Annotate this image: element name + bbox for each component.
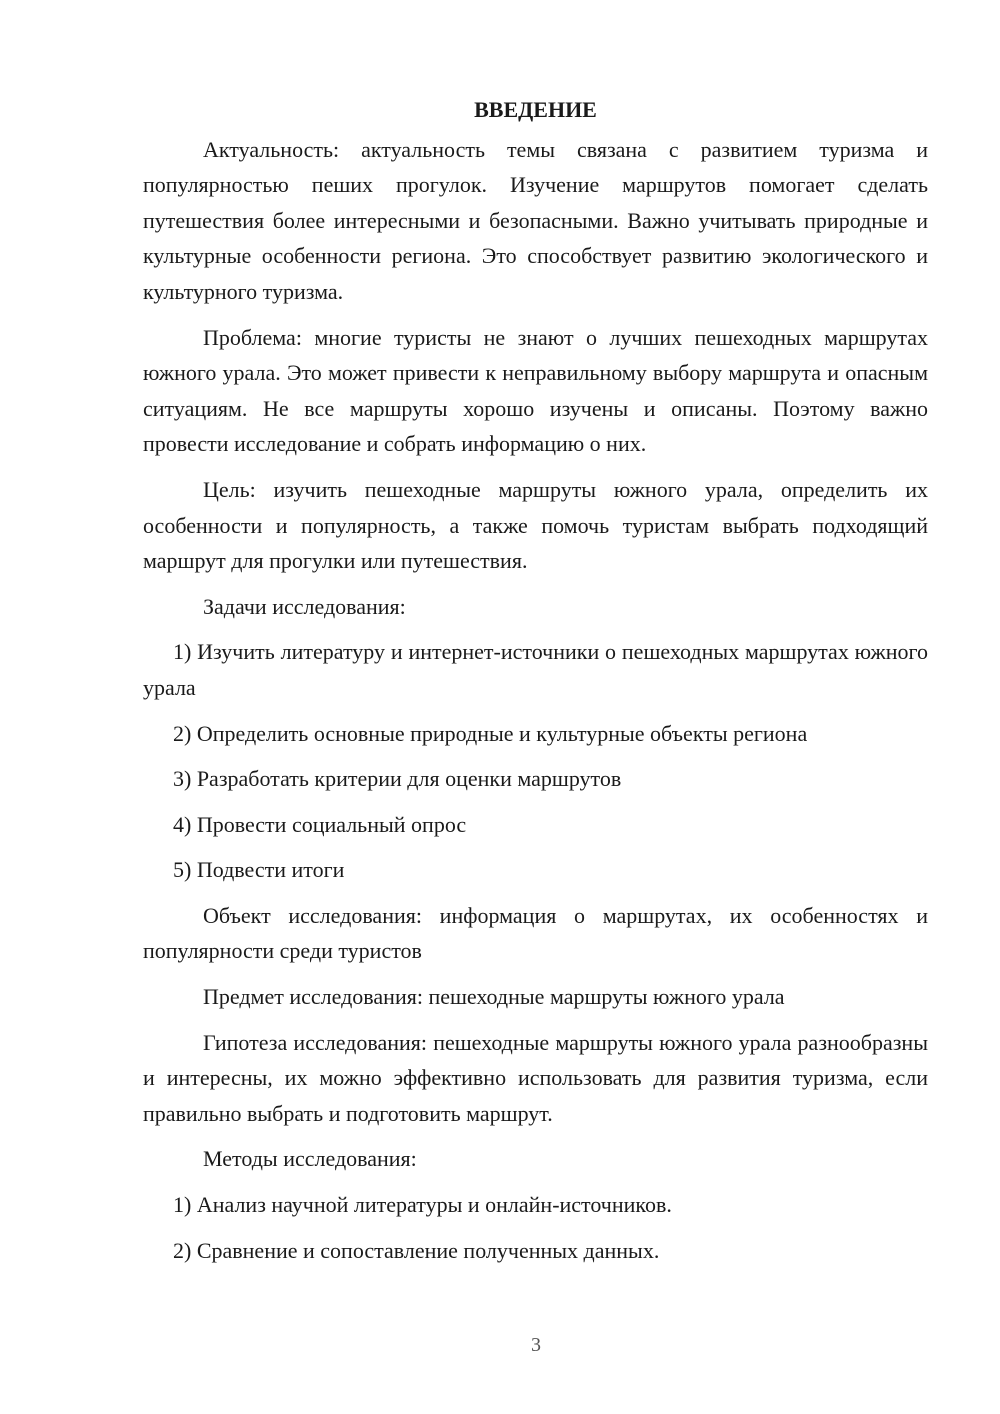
paragraph-actuality: Актуальность: актуальность темы связана с развитием туризма и популярностью пеших прогулок. Изучение маршрутов помогает сделать путешествия более интересными и безопасными. Важно учитывать природные и культурные особенности региона. Это способствует развитию экологического и культурного туризма. (143, 136, 928, 304)
methods-heading: Методы исследования: (203, 1146, 417, 1172)
document-page (143, 92, 928, 1278)
task-item: 5) Подвести итоги (173, 857, 345, 883)
paragraph-problem: Проблема: многие туристы не знают о лучших пешеходных маршрутах южного урала. Это может привести к неправильному выбору маршрута и опасным ситуациям. Не все маршруты хорошо изучены и описаны. Поэтому важно провести исследование и собрать информацию о них. (143, 324, 928, 457)
tasks-heading: Задачи исследования: (203, 593, 406, 619)
task-item: 4) Провести социальный опрос (173, 811, 467, 837)
paragraph-hypothesis: Гипотеза исследования: пешеходные маршруты южного урала разнообразны и интересны, их можно эффективно использовать для развития туризма, если правильно выбрать и подготовить маршрут. (143, 1029, 928, 1126)
paragraph-object: Объект исследования: информация о маршрутах, их особенностях и популярности среди туристов (143, 902, 928, 964)
paragraph-goal: Цель: изучить пешеходные маршруты южного урала, определить их особенности и популярность, а также помочь туристам выбрать подходящий маршрут для прогулки или путешествия. (143, 476, 928, 574)
method-item: 2) Сравнение и сопоставление полученных данных. (173, 1237, 660, 1263)
method-item: 1) Анализ научной литературы и онлайн-источников. (173, 1192, 672, 1218)
paragraph-subject: Предмет исследования: пешеходные маршруты южного урала (203, 984, 785, 1010)
task-item: 3) Разработать критерии для оценки маршрутов (173, 766, 622, 792)
task-item: 2) Определить основные природные и культурные объекты региона (173, 720, 808, 746)
task-item: 1) Изучить литературу и интернет-источники о пешеходных маршрутах южного урала (143, 639, 928, 700)
page-number: 3 (531, 1334, 541, 1356)
section-title: ВВЕДЕНИЕ (474, 97, 597, 122)
